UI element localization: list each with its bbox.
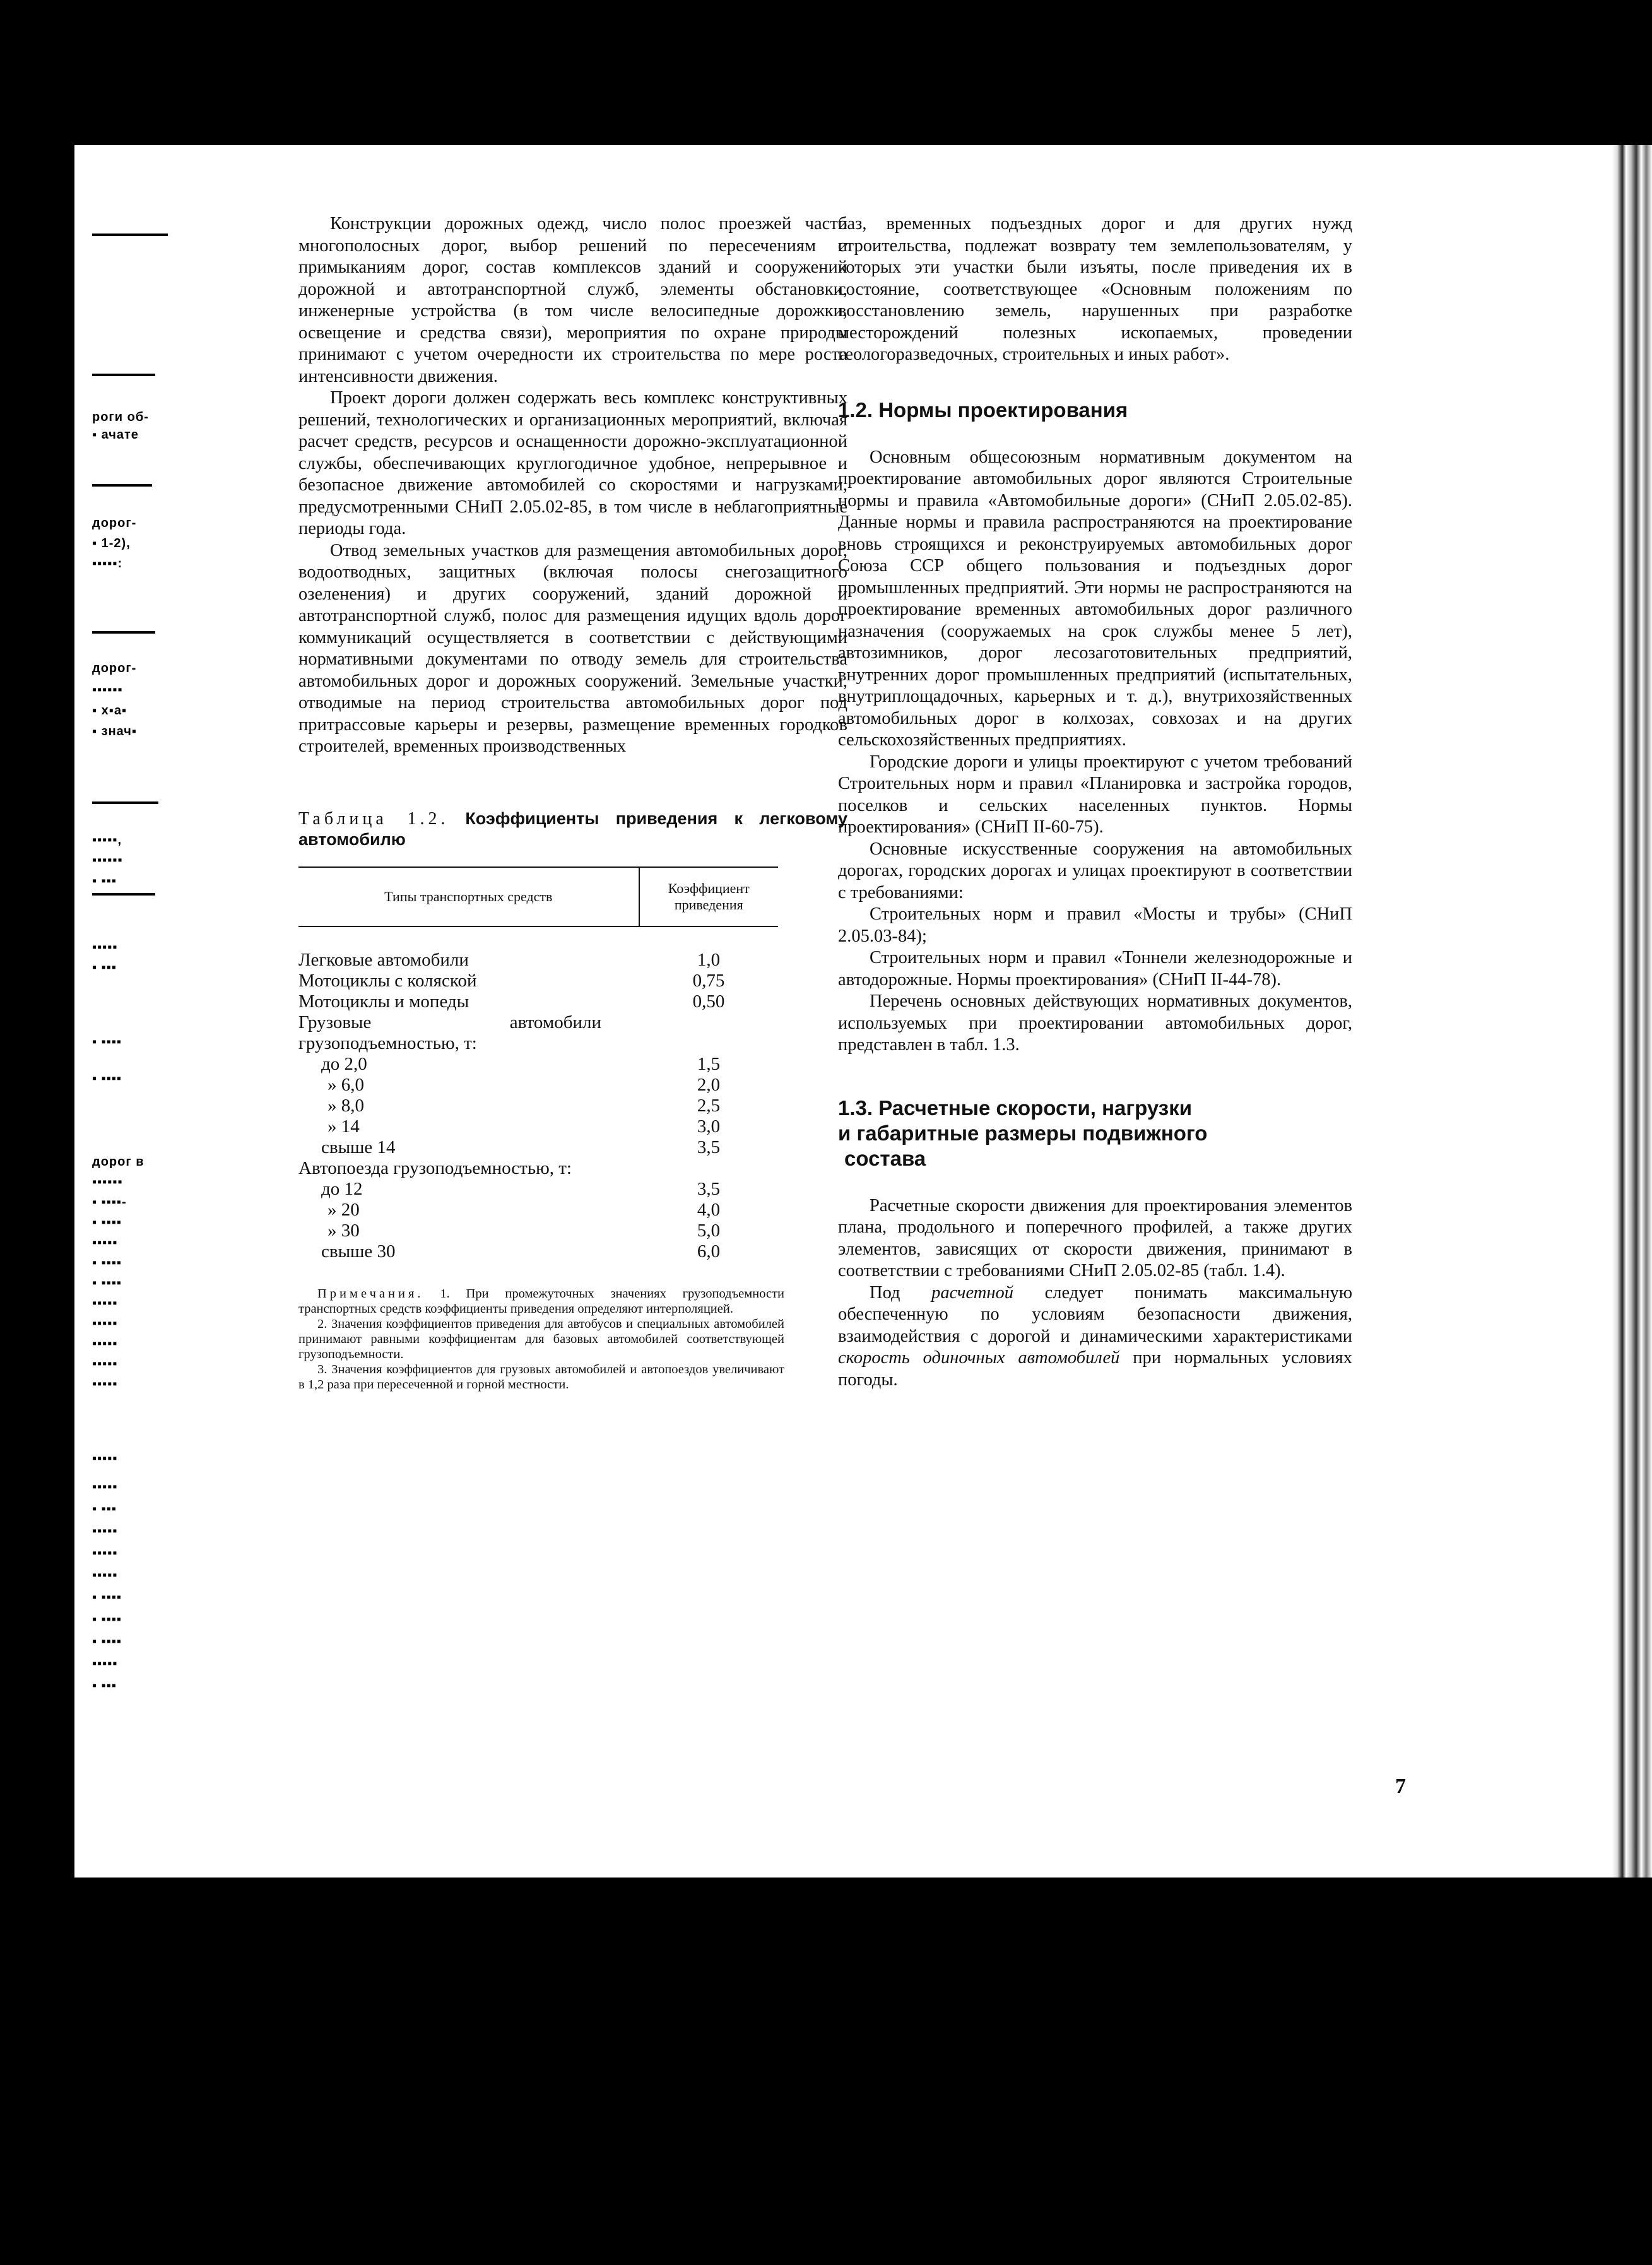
heading-line: 1.3. Расчетные скорости, нагрузки [838, 1096, 1192, 1120]
scan-border-left [0, 0, 74, 1893]
gutter-rule [92, 234, 168, 236]
paragraph: Основные искусственные сооружения на автомобильных дорогах, городских дорогах и улицах проектируют в соответствии с требованиями: [838, 839, 1352, 902]
gutter-text: ▪ ▪▪▪ [92, 874, 117, 888]
gutter-text: ▪▪▪▪▪ [92, 1452, 118, 1465]
left-column [298, 213, 847, 1392]
gutter-text: ▪▪▪▪▪ [92, 1657, 118, 1671]
paragraph: Строительных норм и правил «Мосты и трубы» (СНиП 2.05.03-84); [838, 904, 1352, 946]
table-cell [601, 1158, 778, 1179]
gutter-text: ▪ ▪▪▪▪ [92, 1215, 122, 1229]
gutter-text: ▪ ачате [92, 428, 139, 442]
table-cell: 3,5 [697, 1137, 721, 1157]
gutter-text: ▪ 1-2), [92, 536, 131, 550]
paragraph: Городские дороги и улицы проектируют с учетом требований Строительных норм и правил «Планировка и застройка городов, поселков и сельских населенных пунктов. Нормы проектирования» (СНиП II-60-75). [838, 752, 1352, 837]
column-header-coefficient: Коэффициент приведения [668, 880, 750, 913]
table-row [298, 971, 778, 991]
page-number: 7 [1395, 1775, 1406, 1798]
gutter-text: ▪ ▪▪▪▪- [92, 1195, 127, 1209]
gutter-text: ▪▪▪▪▪ [92, 1316, 118, 1330]
table-cell: до 2,0 [321, 1053, 367, 1074]
gutter-rule [92, 893, 155, 896]
table-body [298, 927, 778, 1262]
gutter-text: ▪▪▪▪▪ [92, 1546, 118, 1560]
table-row [298, 991, 778, 1012]
table-row [298, 950, 778, 971]
notes-label: Примечания. [317, 1286, 424, 1301]
gutter-text: ▪ ▪▪▪▪ [92, 1612, 122, 1626]
gutter-text: ▪▪▪▪▪ [92, 1377, 118, 1391]
text-run: следует понимать максимальную обеспеченную по условиям безопасности движения, взаимодействия с дорогой и динамическими характеристиками [838, 1282, 1352, 1346]
right-column [838, 213, 1352, 1391]
gutter-text: ▪▪▪▪▪, [92, 833, 122, 847]
gutter-text: роги об- [92, 410, 149, 424]
book-page [74, 145, 1612, 1878]
table-title: Коэффициенты приведения к легковому автомобилю [298, 808, 848, 849]
table-row [298, 1116, 778, 1137]
paragraph: баз, временных подъездных дорог и для других нужд строительства, подлежат возврату тем землепользователям, у которых эти участки были изъяты, после приведения их в состояние, соответствующее «Основным положениям по восстановлению земель, нарушенных при разработке месторождений полезных ископаемых, проведении геологоразведочных, строительных и иных работ». [838, 214, 1352, 364]
gutter-text: ▪▪▪▪▪▪ [92, 853, 123, 867]
table-cell: » 6,0 [327, 1074, 364, 1095]
table-row [298, 1054, 778, 1075]
table-row [298, 1158, 778, 1179]
table-cell: 6,0 [697, 1241, 721, 1262]
table-cell: Мотоциклы с коляской [298, 970, 477, 991]
gutter-text: ▪▪▪▪▪ [92, 1480, 118, 1494]
table-cell: до 12 [321, 1178, 363, 1199]
table-caption [298, 808, 847, 850]
table-cell: 3,5 [697, 1178, 721, 1199]
note-text: 1. При промежуточных значениях грузоподъемности транспортных средств коэффициенты приведения определяют интерполяцией. [298, 1286, 785, 1316]
gutter-text: ▪ ▪▪▪ [92, 961, 117, 974]
gutter-rule [92, 801, 158, 804]
paragraph: Проект дороги должен содержать весь комплекс конструктивных решений, технологических и организационных мероприятий, включая расчет средств, ресурсов и оснащенности дорожно-эксплуатационной службы, обеспечивающих круглогодичное удобное, непрерывное и безопасное движение автомобилей со скоростями и нагрузками, предусмотренными СНиП 2.05.02-85, в том числе в неблагоприятные периоды года. [298, 388, 847, 538]
emphasis: скорость одиночных автомобилей [838, 1348, 1120, 1368]
table-cell: Легковые автомобили [298, 949, 469, 970]
table-cell: 3,0 [697, 1116, 721, 1137]
emphasis: расчетной [931, 1282, 1014, 1303]
gutter-text: дорог- [92, 516, 137, 530]
heading-line: и габаритные размеры подвижного [838, 1121, 1208, 1145]
table-cell: 2,5 [697, 1095, 721, 1116]
section-heading [838, 1096, 1352, 1171]
gutter-text: ▪▪▪▪▪: [92, 557, 123, 571]
gutter-text: ▪ ▪▪▪▪ [92, 1276, 122, 1290]
table-number: Таблица 1.2. [298, 808, 449, 829]
gutter-text: ▪▪▪▪▪▪ [92, 683, 123, 697]
paragraph [838, 1282, 1352, 1392]
gutter-text: ▪ х▪а▪ [92, 704, 127, 718]
gutter-text: ▪ ▪▪▪▪ [92, 1256, 122, 1270]
table-row [298, 1179, 778, 1200]
paragraph: Перечень основных действующих нормативных документов, используемых при проектировании автомобильных дорог, представлен в табл. 1.3. [838, 991, 1352, 1055]
table-cell: 0,50 [692, 991, 725, 1012]
note-item: 2. Значения коэффициентов приведения для автобусов и специальных автомобилей принимают равными коэффициентам для базовых автомобилей соответствующей грузоподъемности. [298, 1316, 784, 1361]
gutter-text: ▪ ▪▪▪▪ [92, 1635, 122, 1648]
gutter-rule [92, 484, 152, 487]
table-row [298, 1137, 778, 1158]
note-item: 3. Значения коэффициентов для грузовых автомобилей и автопоездов увеличивают в 1,2 раза при пересеченной и горной местности. [298, 1362, 784, 1392]
text-run: при нормальных условиях погоды. [838, 1348, 1353, 1390]
table-cell: 1,5 [697, 1053, 721, 1074]
gutter-text: дорог в [92, 1155, 145, 1169]
scan-border-top [0, 0, 1652, 145]
table-row [298, 1241, 778, 1262]
scan-border-bottom [0, 1878, 1652, 2265]
gutter-text: ▪▪▪▪▪ [92, 1296, 118, 1310]
table-cell: » 14 [327, 1116, 360, 1137]
gutter-text: ▪▪▪▪▪ [92, 1568, 118, 1582]
table-cell: » 20 [327, 1199, 360, 1220]
table-cell [601, 1012, 778, 1054]
paragraph: Расчетные скорости движения для проектирования элементов плана, продольного и поперечного профилей, а также других элементов, зависящих от скорости движения, принимают в соответствии с требованиями СНиП 2.05.02-85 (табл. 1.4). [838, 1195, 1352, 1280]
paragraph: Отвод земельных участков для размещения автомобильных дорог, водоотводных, защитных (включая полосы снегозащитного озеленения) и других сооружений, зданий дорожной и автотранспортной служб, полос для размещения идущих вдоль дорог коммуникаций осуществляется в соответствии с действующими нормативными документами по отводу земель для строительства автомобильных дорог и дорожных сооружений. Земельные участки, отводимые на период строительства автомобильных дорог под притрассовые карьеры и резервы, размещение временных городков строителей, временных производственных [298, 540, 847, 756]
table-cell: Мотоциклы и мопеды [298, 991, 469, 1012]
gutter-text: ▪▪▪▪▪ [92, 1337, 118, 1351]
table-cell: » 30 [327, 1220, 360, 1241]
gutter-text: дорог- [92, 661, 137, 675]
table-cell: свыше 14 [321, 1137, 396, 1157]
gutter-rule [92, 374, 155, 376]
table-notes [298, 1286, 784, 1392]
table-cell: 1,0 [697, 949, 721, 970]
gutter-text: ▪ знач▪ [92, 724, 137, 738]
gutter-text: ▪▪▪▪▪ [92, 1236, 118, 1250]
table-row [298, 1096, 778, 1116]
paragraph: Основным общесоюзным нормативным документом на проектирование автомобильных дорог являются Строительные нормы и правила «Автомобильные дороги» (СНиП 2.05.02-85). Данные нормы и правила распространяются на проектирование вновь строящихся и реконструируемых автомобильных дорог Союза ССР общего пользования и подъездных дорог промышленных предприятий. Эти нормы не распространяются на проектирование временных автомобильных дорог различного назначения (сооружаемых на срок службы менее 5 лет), автозимников, дорог лесозаготовительных предприятий, внутренних дорог промышленных предприятий (испытательных, внутриплощадочных, карьерных и т. д.), внутрихозяйственных автомобильных дорог в колхозах, совхозах и на других сельскохозяйственных предприятиях. [838, 447, 1352, 750]
coefficients-table [298, 866, 778, 1262]
table-cell: 2,0 [697, 1074, 721, 1095]
table-cell: Автопоезда грузоподъемностью, т: [298, 1157, 572, 1178]
table-cell: 0,75 [692, 970, 725, 991]
table-cell: 5,0 [697, 1220, 721, 1241]
table-cell: 4,0 [697, 1199, 721, 1220]
section-heading: 1.2. Нормы проектирования [838, 398, 1128, 422]
note-item [298, 1286, 784, 1316]
paragraph: Строительных норм и правил «Тоннели железнодорожные и автодорожные. Нормы проектирования» (СНиП II-44-78). [838, 948, 1352, 990]
table-cell: Грузовые автомобили грузоподъемностью, т: [298, 1012, 601, 1053]
gutter-text: ▪▪▪▪▪▪ [92, 1175, 123, 1189]
gutter-text: ▪ ▪▪▪ [92, 1679, 117, 1693]
column-header-type: Типы транспортных средств [298, 868, 640, 926]
gutter-text: ▪▪▪▪▪ [92, 940, 118, 954]
table-row [298, 1200, 778, 1221]
gutter-text: ▪ ▪▪▪ [92, 1502, 117, 1516]
gutter-text: ▪ ▪▪▪▪ [92, 1072, 122, 1085]
previous-page-gutter [74, 145, 226, 1878]
paragraph: Конструкции дорожных одежд, число полос проезжей части многополосных дорог, выбор решений по пересечениям и примыканиям дорог, состав комплексов зданий и сооружений дорожной и автотранспортной служб, элементы обстановки, инженерные устройства (в том числе велосипедные дорожки, освещение и средства связи), мероприятия по охране природы принимают с учетом очередности их строительства по мере роста интенсивности движения. [298, 214, 847, 386]
gutter-text: ▪ ▪▪▪▪ [92, 1590, 122, 1604]
heading-line: состава [844, 1146, 926, 1170]
table-row [298, 1221, 778, 1241]
table-row [298, 1075, 778, 1096]
table-cell: свыше 30 [321, 1241, 396, 1262]
table-header [298, 868, 778, 927]
gutter-text: ▪▪▪▪▪ [92, 1524, 118, 1538]
table-cell: » 8,0 [327, 1095, 364, 1116]
gutter-text: ▪ ▪▪▪▪ [92, 1035, 122, 1049]
gutter-text: ▪▪▪▪▪ [92, 1357, 118, 1371]
gutter-rule [92, 631, 155, 634]
table-row [298, 1012, 778, 1054]
text-run: Под [870, 1282, 932, 1303]
book-edge [1612, 145, 1652, 1878]
